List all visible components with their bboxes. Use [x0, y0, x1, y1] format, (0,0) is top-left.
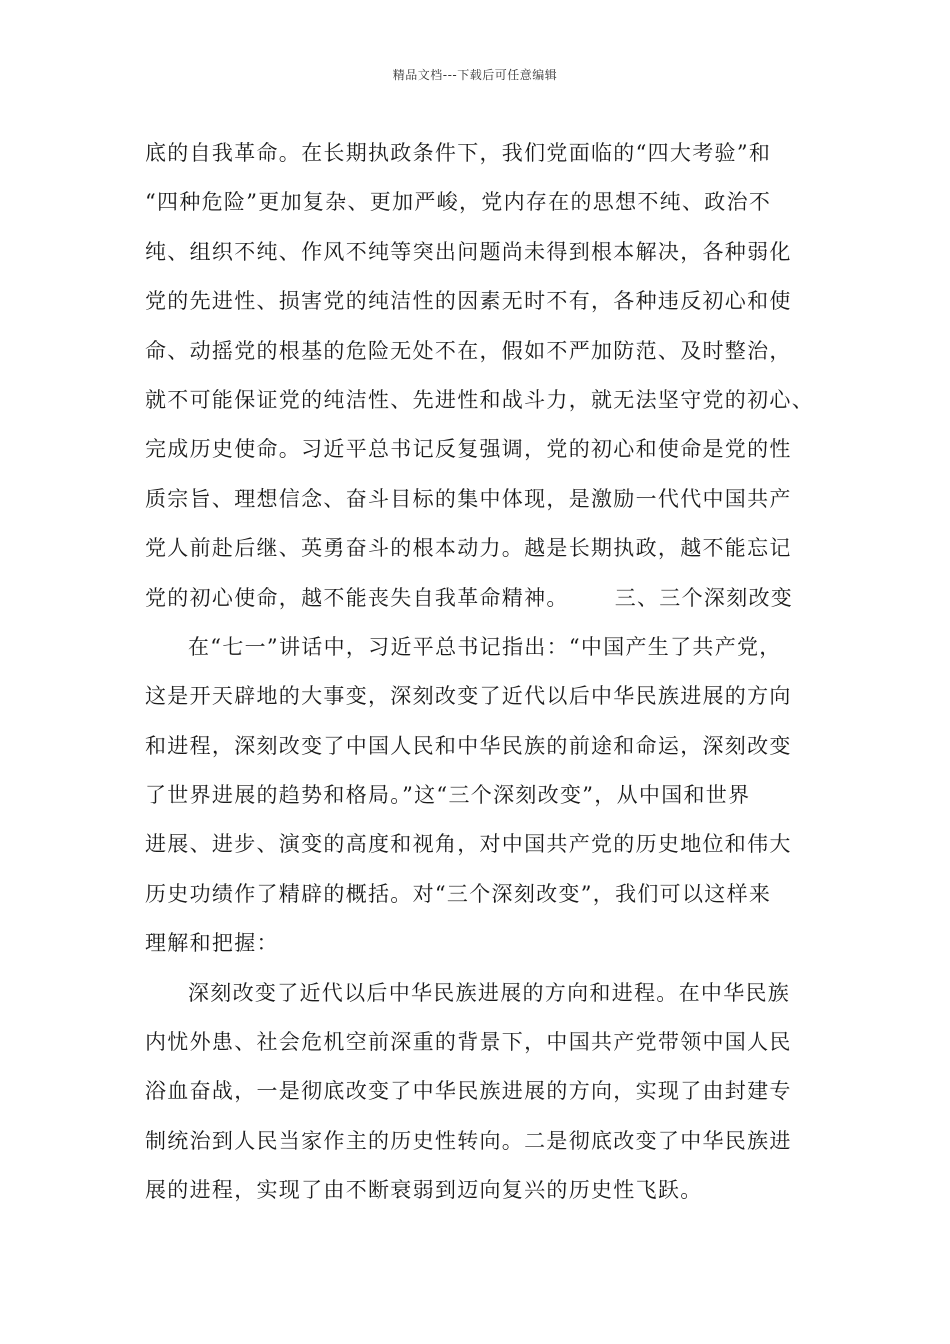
text-line: 了世界进展的趋势和格局。”这“三个深刻改变”，从中国和世界 — [145, 783, 751, 808]
text-line: 制统治到人民当家作主的历史性转向。二是彻底改变了中华民族进 — [145, 1128, 792, 1153]
text-line: 内忧外患、社会危机空前深重的背景下，中国共产党带领中国人民 — [145, 1030, 792, 1055]
text-line: 底的自我革命。在长期执政条件下，我们党面临的“四大考验”和 — [145, 141, 772, 165]
text-line: 党的先进性、损害党的纯洁性的因素无时不有，各种违反初心和使 — [145, 289, 792, 314]
text-segment: 党的初心使命，越不能丧失自我革命精神。 — [145, 585, 569, 610]
text-line: 完成历史使命。习近平总书记反复强调，党的初心和使命是党的性 — [145, 437, 792, 462]
text-line: 展的进程，实现了由不断衰弱到迈向复兴的历史性飞跃。 — [145, 1178, 703, 1203]
text-line: 纯、组织不纯、作风不纯等突出问题尚未得到根本解决，各种弱化 — [145, 239, 792, 264]
text-line: 这是开天辟地的大事变，深刻改变了近代以后中华民族进展的方向 — [145, 684, 792, 709]
text-line: “四种危险”更加复杂、更加严峻，党内存在的思想不纯、政治不 — [145, 190, 772, 215]
text-line-with-heading — [145, 578, 825, 627]
paragraph-first-line: 在“七一”讲话中，习近平总书记指出：“中国产生了共产党， — [188, 634, 782, 659]
text-line: 党人前赴后继、英勇奋斗的根本动力。越是长期执政，越不能忘记 — [145, 536, 792, 561]
text-line: 理解和把握： — [145, 931, 279, 956]
paragraph-first-line: 深刻改变了近代以后中华民族进展的方向和进程。在中华民族 — [188, 980, 791, 1005]
text-line: 历史功绩作了精辟的概括。对“三个深刻改变”，我们可以这样来 — [145, 881, 772, 906]
section-heading: 三、三个深刻改变 — [614, 585, 794, 610]
text-line: 就不可能保证党的纯洁性、先进性和战斗力，就无法坚守党的初心、 — [145, 387, 814, 412]
page-header: 精品文档---下载后可任意编辑 — [392, 68, 558, 82]
text-line: 质宗旨、理想信念、奋斗目标的集中体现，是激励一代代中国共产 — [145, 486, 792, 511]
text-line: 和进程，深刻改变了中国人民和中华民族的前途和命运，深刻改变 — [145, 733, 792, 758]
text-line: 进展、进步、演变的高度和视角，对中国共产党的历史地位和伟大 — [145, 832, 792, 857]
text-line: 浴血奋战，一是彻底改变了中华民族进展的方向，实现了由封建专 — [145, 1079, 792, 1104]
document-body — [145, 133, 825, 1220]
text-line: 命、动摇党的根基的危险无处不在，假如不严加防范、及时整治， — [145, 338, 792, 363]
